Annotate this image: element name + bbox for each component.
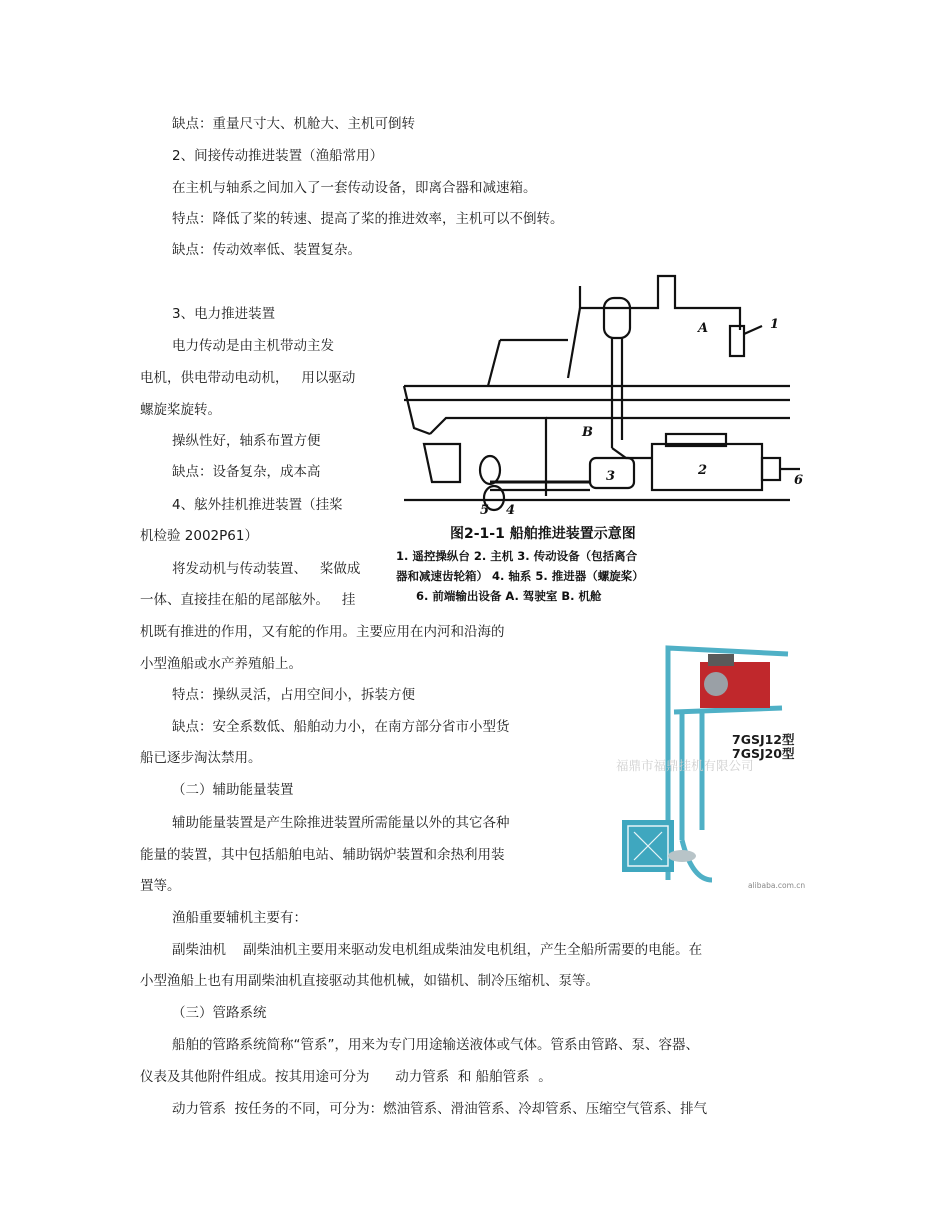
label-3: 3: [606, 469, 616, 484]
image-source: alibaba.com.cn: [748, 881, 806, 890]
text-line: 小型渔船上也有用副柴油机直接驱动其他机械，如锚机、制冷压缩机、泵等。: [140, 973, 599, 989]
propeller: [668, 850, 696, 862]
front-output-device: [762, 458, 780, 480]
section-heading: 2、间接传动推进装置（渔船常用）: [172, 148, 384, 164]
outboard-engine-figure: [612, 630, 812, 892]
text-line: 船舶的管路系统简称“管系”，用来为专门用途输送液体或气体。管系由管路、泵、容器、: [172, 1037, 699, 1053]
outboard-engine-illustration: [612, 630, 812, 892]
text-line: 一体、直接挂在船的尾部舷外。 挂: [140, 592, 356, 608]
rudder: [424, 444, 460, 482]
text-line: 缺点：重量尺寸大、机舱大、主机可倒转: [172, 116, 415, 132]
figure-caption-line-2: 器和减速齿轮箱） 4. 轴系 5. 推进器（螺旋桨）: [396, 569, 644, 583]
wheelhouse-front: [568, 308, 580, 378]
label-4: 4: [506, 503, 516, 518]
figure-caption-line-3: 6. 前端输出设备 A. 驾驶室 B. 机舱: [416, 589, 602, 603]
text-line: 电力传动是由主机带动主发: [172, 338, 334, 354]
text-line: 机检验 2002P61）: [140, 528, 258, 544]
leader-line-1: [744, 326, 762, 334]
mount-bracket: [674, 708, 782, 712]
exhaust-silencer: [604, 298, 630, 338]
label-a: A: [698, 321, 709, 336]
text-line: 仪表及其他附件组成。按其用途可分为 动力管系 和 船舶管系 。: [140, 1069, 552, 1085]
label-b: B: [582, 425, 593, 440]
text-line: 电机，供电带动电动机， 用以驱动: [140, 370, 356, 386]
figure-caption-title: 图2-1-1 船舶推进装置示意图: [450, 526, 636, 542]
superstructure-outline: [488, 340, 500, 386]
text-line: 辅助能量装置是产生除推进装置所需能量以外的其它各种: [172, 815, 510, 831]
text-line: 能量的装置，其中包括船舶电站、辅助锅炉装置和余热利用装: [140, 847, 505, 863]
label-1: 1: [770, 317, 780, 332]
text-line: 动力管系 按任务的不同，可分为：燃油管系、滑油管系、冷却管系、压缩空气管系、排气: [172, 1101, 708, 1117]
text-line: 缺点：安全系数低、船舶动力小，在南方部分省市小型货: [172, 719, 510, 735]
model-label-1: 7GSJ12型: [732, 732, 795, 747]
label-6: 6: [794, 473, 804, 488]
section-heading: 3、电力推进装置: [172, 306, 276, 322]
propulsion-diagram-figure: [390, 268, 810, 608]
text-line: 渔船重要辅机主要有：: [172, 910, 307, 926]
section-heading: （三）管路系统: [172, 1005, 267, 1021]
watermark-text: 福鼎市福鼎挂机有限公司: [616, 758, 754, 773]
section-heading: 4、舷外挂机推进装置（挂桨: [172, 497, 343, 513]
flywheel: [704, 672, 728, 696]
propulsion-diagram: [390, 268, 810, 608]
text-line: 副柴油机 副柴油机主要用来驱动发电机组成柴油发电机组，产生全船所需要的电能。在: [172, 942, 703, 958]
text-line: 缺点：传动效率低、装置复杂。: [172, 242, 361, 258]
text-line: 小型渔船或水产养殖船上。: [140, 656, 302, 672]
text-line: 在主机与轴系之间加入了一套传动设备，即离合器和减速箱。: [172, 180, 537, 196]
text-line: 船已逐步淘汰禁用。: [140, 750, 262, 766]
text-line: 特点：降低了桨的转速、提高了桨的推进效率，主机可以不倒转。: [172, 211, 564, 227]
text-line: 螺旋桨旋转。: [140, 402, 221, 418]
text-line: 机既有推进的作用，又有舵的作用。主要应用在内河和沿海的: [140, 624, 505, 640]
text-line: 缺点：设备复杂，成本高: [172, 464, 321, 480]
text-line: 特点：操纵灵活，占用空间小，拆装方便: [172, 687, 415, 703]
model-label-2: 7GSJ20型: [732, 746, 795, 761]
text-line: 操纵性好，轴系布置方便: [172, 433, 321, 449]
figure-caption-line-1: 1. 遥控操纵台 2. 主机 3. 传动设备（包括离合: [396, 549, 638, 563]
text-line: 将发动机与传动装置、 桨做成: [172, 561, 361, 577]
hull-stern: [404, 386, 430, 434]
section-heading: （二）辅助能量装置: [172, 782, 294, 798]
propeller-blade-top: [480, 456, 500, 484]
label-2: 2: [698, 463, 708, 478]
text-line: 置等。: [140, 878, 181, 894]
label-5: 5: [480, 503, 490, 518]
